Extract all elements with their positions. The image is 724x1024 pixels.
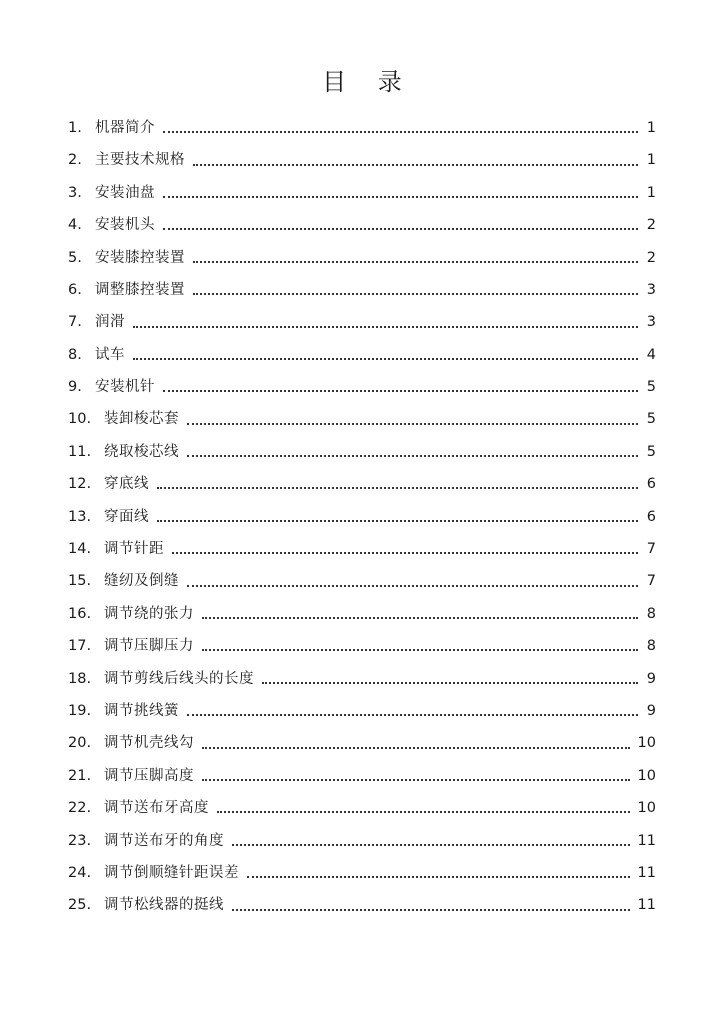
toc-entry[interactable] bbox=[68, 857, 656, 889]
toc-entry-title: 绕取梭芯线 bbox=[104, 443, 179, 460]
toc-entry-title: 装卸梭芯套 bbox=[104, 411, 179, 428]
toc-entry-title: 调节送布牙高度 bbox=[104, 800, 209, 817]
toc-dot-leader bbox=[187, 423, 638, 425]
toc-entry-page: 11 bbox=[637, 832, 656, 849]
toc-entry-page: 6 bbox=[646, 476, 656, 493]
toc-entry-page: 9 bbox=[646, 702, 656, 719]
toc-entry-title: 调整膝控装置 bbox=[95, 281, 185, 298]
toc-entry-number: 22. bbox=[68, 800, 92, 817]
toc-entry-title: 机器简介 bbox=[95, 119, 155, 136]
toc-entry-page: 2 bbox=[646, 217, 656, 234]
toc-entry-title: 安装机头 bbox=[95, 217, 155, 234]
toc-dot-leader bbox=[232, 909, 630, 911]
toc-entry[interactable] bbox=[68, 889, 656, 921]
toc-entry-title: 安装油盘 bbox=[95, 184, 155, 201]
toc-entry-title: 润滑 bbox=[95, 314, 125, 331]
toc-dot-leader bbox=[193, 164, 638, 166]
toc-dot-leader bbox=[133, 358, 638, 360]
toc-entry-number: 21. bbox=[68, 767, 92, 784]
toc-entry-page: 1 bbox=[646, 119, 656, 136]
toc-entry-number: 9. bbox=[68, 379, 82, 396]
toc-entry-number: 10. bbox=[68, 411, 92, 428]
toc-entry-page: 1 bbox=[646, 184, 656, 201]
toc-entry-title: 穿面线 bbox=[104, 508, 149, 525]
toc-entry-title: 调节压脚高度 bbox=[104, 767, 194, 784]
toc-entry[interactable] bbox=[68, 436, 656, 468]
toc-entry[interactable] bbox=[68, 565, 656, 597]
toc-entry-page: 8 bbox=[646, 638, 656, 655]
toc-entry-page: 1 bbox=[646, 152, 656, 169]
toc-dot-leader bbox=[232, 844, 630, 846]
toc-entry[interactable] bbox=[68, 112, 656, 144]
toc-dot-leader bbox=[187, 455, 638, 457]
toc-entry[interactable] bbox=[68, 468, 656, 500]
toc-entry-title: 试车 bbox=[95, 346, 125, 363]
toc-entry-page: 10 bbox=[637, 767, 656, 784]
toc-entry-number: 1. bbox=[68, 119, 82, 136]
toc-entry-number: 15. bbox=[68, 573, 92, 590]
toc-entry[interactable] bbox=[68, 695, 656, 727]
toc-entry-page: 7 bbox=[646, 541, 656, 558]
toc-entry[interactable] bbox=[68, 630, 656, 662]
toc-dot-leader bbox=[217, 811, 630, 813]
toc-entry-title: 调节针距 bbox=[104, 541, 164, 558]
table-of-contents bbox=[68, 112, 656, 922]
toc-entry-title: 调节送布牙的角度 bbox=[104, 832, 224, 849]
toc-entry-title: 调节倒顺缝针距误差 bbox=[104, 864, 239, 881]
toc-entry-number: 4. bbox=[68, 217, 82, 234]
toc-entry[interactable] bbox=[68, 177, 656, 209]
toc-entry[interactable] bbox=[68, 760, 656, 792]
toc-entry-page: 10 bbox=[637, 800, 656, 817]
toc-entry-number: 19. bbox=[68, 702, 92, 719]
toc-entry-number: 25. bbox=[68, 897, 92, 914]
toc-entry[interactable] bbox=[68, 209, 656, 241]
toc-entry-page: 8 bbox=[646, 605, 656, 622]
toc-entry-title: 调节剪线后线头的长度 bbox=[104, 670, 254, 687]
toc-entry-title: 缝纫及倒缝 bbox=[104, 573, 179, 590]
toc-entry-number: 2. bbox=[68, 152, 82, 169]
toc-entry-page: 10 bbox=[637, 735, 656, 752]
toc-entry-page: 11 bbox=[637, 864, 656, 881]
toc-dot-leader bbox=[187, 585, 638, 587]
toc-entry-page: 2 bbox=[646, 249, 656, 266]
toc-entry-page: 4 bbox=[646, 346, 656, 363]
toc-dot-leader bbox=[193, 261, 638, 263]
toc-entry-title: 调节绕的张力 bbox=[104, 605, 194, 622]
toc-entry-page: 9 bbox=[646, 670, 656, 687]
toc-entry-number: 13. bbox=[68, 508, 92, 525]
toc-entry-page: 5 bbox=[646, 379, 656, 396]
toc-entry[interactable] bbox=[68, 533, 656, 565]
toc-entry[interactable] bbox=[68, 306, 656, 338]
toc-entry[interactable] bbox=[68, 727, 656, 759]
toc-dot-leader bbox=[157, 520, 638, 522]
toc-entry-number: 23. bbox=[68, 832, 92, 849]
toc-dot-leader bbox=[163, 196, 638, 198]
toc-entry-page: 3 bbox=[646, 281, 656, 298]
toc-dot-leader bbox=[163, 131, 638, 133]
page-title: 目 录 bbox=[322, 68, 414, 96]
toc-entry[interactable] bbox=[68, 825, 656, 857]
toc-dot-leader bbox=[172, 552, 638, 554]
toc-dot-leader bbox=[163, 228, 638, 230]
toc-entry-number: 14. bbox=[68, 541, 92, 558]
toc-dot-leader bbox=[202, 779, 630, 781]
toc-entry[interactable] bbox=[68, 371, 656, 403]
toc-dot-leader bbox=[202, 747, 630, 749]
toc-entry-number: 6. bbox=[68, 281, 82, 298]
toc-dot-leader bbox=[262, 682, 638, 684]
toc-dot-leader bbox=[202, 617, 638, 619]
toc-entry-number: 12. bbox=[68, 476, 92, 493]
toc-entry-page: 6 bbox=[646, 508, 656, 525]
toc-entry-page: 7 bbox=[646, 573, 656, 590]
toc-dot-leader bbox=[157, 487, 638, 489]
toc-entry-title: 调节机壳线勾 bbox=[104, 735, 194, 752]
toc-entry[interactable] bbox=[68, 274, 656, 306]
toc-entry[interactable] bbox=[68, 144, 656, 176]
toc-entry-number: 8. bbox=[68, 346, 82, 363]
toc-entry[interactable] bbox=[68, 242, 656, 274]
toc-entry[interactable] bbox=[68, 404, 656, 436]
toc-dot-leader bbox=[193, 293, 638, 295]
toc-entry-title: 主要技术规格 bbox=[95, 152, 185, 169]
toc-entry-page: 5 bbox=[646, 443, 656, 460]
toc-entry-number: 5. bbox=[68, 249, 82, 266]
toc-entry-number: 16. bbox=[68, 605, 92, 622]
toc-entry-number: 24. bbox=[68, 864, 92, 881]
toc-entry-title: 调节压脚压力 bbox=[104, 638, 194, 655]
toc-entry-page: 3 bbox=[646, 314, 656, 331]
toc-entry[interactable] bbox=[68, 501, 656, 533]
toc-entry-number: 3. bbox=[68, 184, 82, 201]
toc-entry-number: 18. bbox=[68, 670, 92, 687]
toc-dot-leader bbox=[202, 649, 638, 651]
toc-dot-leader bbox=[133, 326, 638, 328]
toc-entry[interactable] bbox=[68, 663, 656, 695]
toc-entry-number: 11. bbox=[68, 443, 92, 460]
toc-entry-number: 17. bbox=[68, 638, 92, 655]
toc-entry-number: 20. bbox=[68, 735, 92, 752]
toc-entry-title: 调节松线器的挺线 bbox=[104, 897, 224, 914]
toc-entry-title: 安装机针 bbox=[95, 379, 155, 396]
toc-dot-leader bbox=[247, 876, 630, 878]
toc-dot-leader bbox=[187, 714, 638, 716]
toc-entry[interactable] bbox=[68, 598, 656, 630]
toc-entry-page: 5 bbox=[646, 411, 656, 428]
toc-entry-title: 穿底线 bbox=[104, 476, 149, 493]
toc-entry[interactable] bbox=[68, 792, 656, 824]
toc-entry-number: 7. bbox=[68, 314, 82, 331]
toc-dot-leader bbox=[163, 390, 638, 392]
toc-entry-title: 安装膝控装置 bbox=[95, 249, 185, 266]
toc-entry-title: 调节挑线簧 bbox=[104, 702, 179, 719]
toc-entry-page: 11 bbox=[637, 897, 656, 914]
toc-entry[interactable] bbox=[68, 339, 656, 371]
